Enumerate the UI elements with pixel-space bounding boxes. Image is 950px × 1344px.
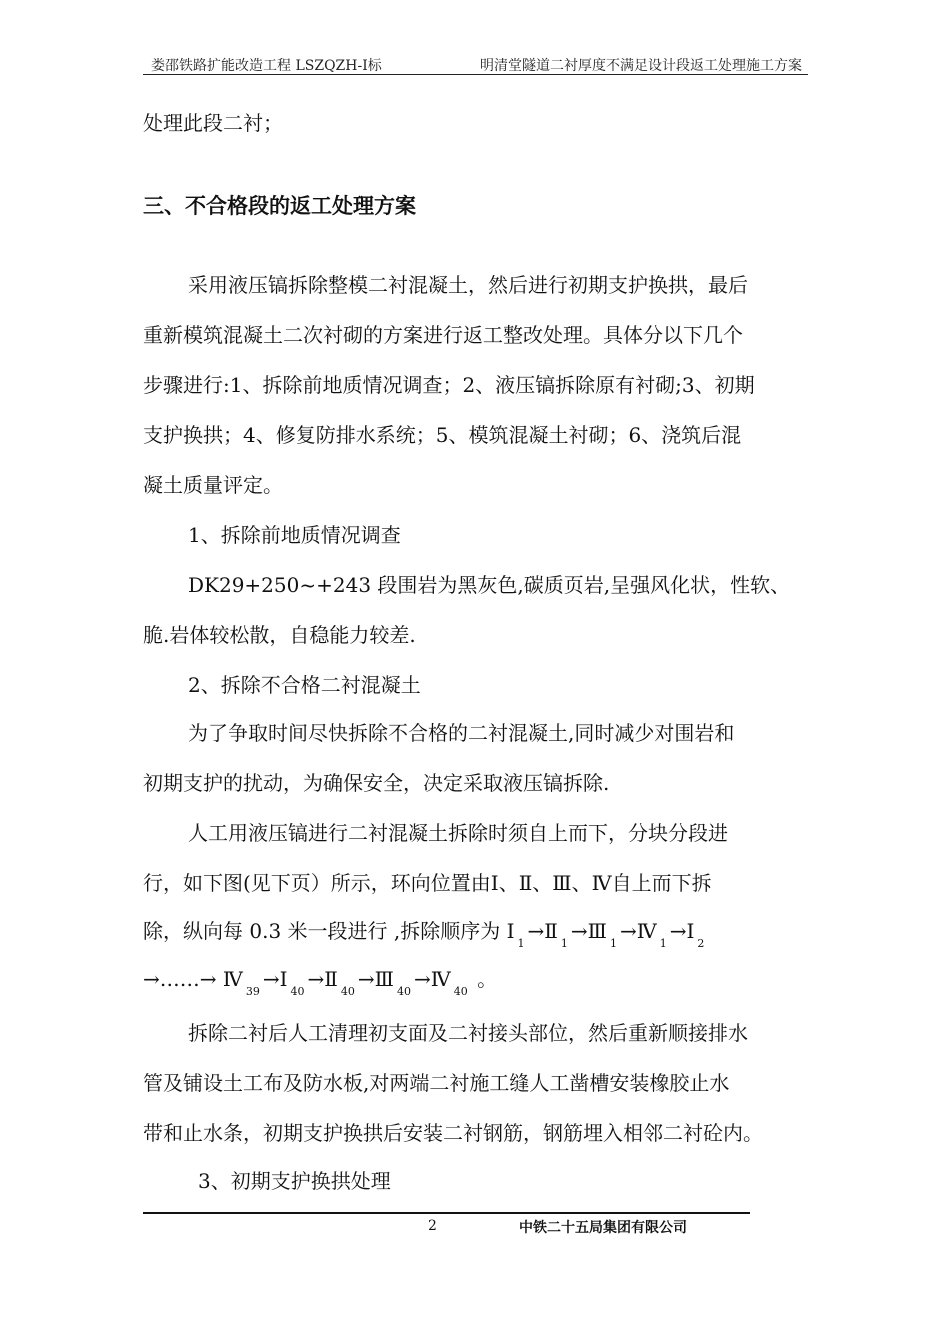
sequence-subscript: 1 — [560, 937, 568, 950]
arrow-icon: → — [307, 967, 325, 991]
header-project-title: 娄邵铁路扩能改造工程 LSZQZH-Ⅰ标 — [151, 58, 382, 74]
sequence-intro: 除，纵向每 0.3 米一段进行 ,拆除顺序为 — [143, 919, 501, 943]
sequence-period: 。 — [477, 967, 498, 991]
sequence-symbol: Ⅰ — [279, 967, 288, 991]
step-heading: 2、拆除不合格二衬混凝土 — [188, 673, 421, 697]
paragraph-line: 行，如下图(见下页）所示，环向位置由Ⅰ、Ⅱ、Ⅲ、Ⅳ自上而下拆 — [143, 871, 712, 895]
paragraph-line: 带和止水条，初期支护换拱后安装二衬钢筋，钢筋埋入相邻二衬砼内。 — [143, 1121, 763, 1145]
sequence-symbol: Ⅰ — [506, 919, 515, 943]
paragraph-line: 步骤进行:1、拆除前地质情况调查；2、液压镐拆除原有衬砌;3、初期 — [143, 373, 755, 397]
sequence-subscript: 1 — [517, 937, 525, 950]
sequence-subscript: 40 — [340, 985, 355, 998]
paragraph-line: 支护换拱；4、修复防排水系统；5、模筑混凝土衬砌；6、浇筑后混 — [143, 423, 742, 447]
sequence-subscript: 40 — [453, 985, 468, 998]
sequence-subscript: 40 — [396, 985, 411, 998]
sequence-symbol: Ⅲ — [587, 919, 607, 943]
sequence-symbol: Ⅲ — [374, 967, 394, 991]
page-header — [143, 52, 808, 75]
step-heading: 3、初期支护换拱处理 — [198, 1169, 391, 1193]
arrow-icon: → — [357, 967, 375, 991]
paragraph-line: 拆除二衬后人工清理初支面及二衬接头部位，然后重新顺接排水 — [188, 1021, 748, 1045]
sequence-symbol: Ⅰ — [686, 919, 695, 943]
sequence-symbol: Ⅳ — [636, 919, 657, 943]
sequence-subscript: 39 — [245, 985, 260, 998]
arrow-icon: → — [619, 919, 637, 943]
company-name: 中铁二十五局集团有限公司 — [519, 1220, 687, 1236]
paragraph-line: 为了争取时间尽快拆除不合格的二衬混凝土,同时减少对围岩和 — [188, 721, 735, 745]
section-heading: 三、不合格段的返工处理方案 — [143, 194, 416, 218]
paragraph-line: 重新模筑混凝土二次衬砌的方案进行返工整改处理。具体分以下几个 — [143, 323, 743, 347]
arrow-icon: → — [570, 919, 588, 943]
sequence-ellipsis: →……→ — [143, 967, 217, 991]
paragraph-line: 脆.岩体较松散，自稳能力较差. — [143, 623, 416, 647]
step-heading: 1、拆除前地质情况调查 — [188, 523, 401, 547]
sequence-symbol: Ⅱ — [324, 967, 338, 991]
footer-rule — [143, 1212, 750, 1214]
sequence-symbol: Ⅳ — [222, 967, 243, 991]
sequence-line — [143, 966, 497, 996]
arrow-icon: → — [669, 919, 687, 943]
sequence-subscript: 40 — [290, 985, 305, 998]
sequence-symbol: Ⅱ — [544, 919, 558, 943]
paragraph-line: DK29+250~+243 段围岩为黑灰色,碳质页岩,呈强风化状，性软、 — [188, 573, 791, 597]
sequence-subscript: 1 — [659, 937, 667, 950]
sequence-symbol: Ⅳ — [430, 967, 451, 991]
removal-sequence-end — [222, 967, 471, 998]
sequence-subscript: 2 — [697, 937, 705, 950]
paragraph-line: 凝土质量评定。 — [143, 473, 283, 497]
sequence-line — [143, 918, 707, 948]
arrow-icon: → — [262, 967, 280, 991]
sequence-subscript: 1 — [609, 937, 617, 950]
header-document-title: 明清堂隧道二衬厚度不满足设计段返工处理施工方案 — [480, 58, 802, 74]
paragraph-line: 管及铺设土工布及防水板,对两端二衬施工缝人工凿槽安装橡胶止水 — [143, 1071, 730, 1095]
paragraph-line: 采用液压镐拆除整模二衬混凝土，然后进行初期支护换拱，最后 — [188, 273, 748, 297]
paragraph-line: 人工用液压镐进行二衬混凝土拆除时须自上而下，分块分段进 — [188, 821, 728, 845]
arrow-icon: → — [527, 919, 545, 943]
page-number: 2 — [428, 1218, 437, 1234]
arrow-icon: → — [413, 967, 431, 991]
paragraph-line: 初期支护的扰动，为确保安全，决定采取液压镐拆除. — [143, 771, 610, 795]
removal-sequence-start — [506, 919, 708, 950]
paragraph-line: 处理此段二衬； — [143, 111, 283, 135]
